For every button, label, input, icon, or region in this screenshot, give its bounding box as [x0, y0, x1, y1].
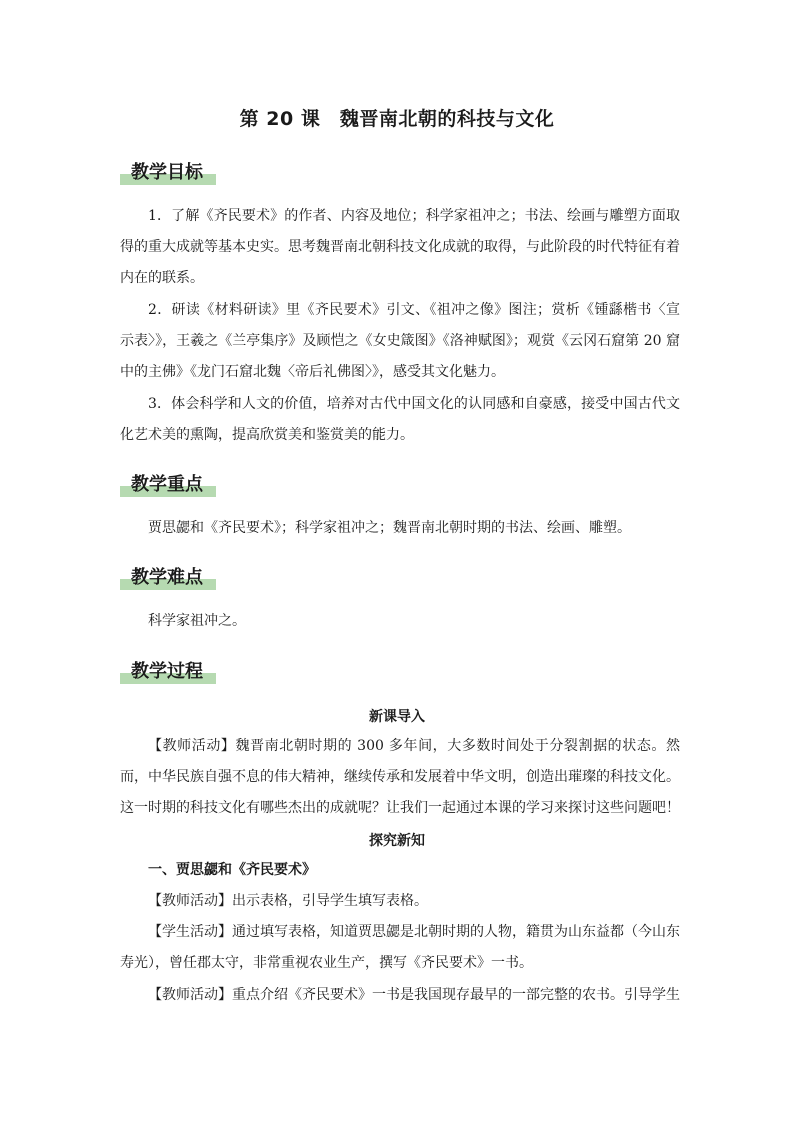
- part1-title: 一、贾思勰和《齐民要术》: [148, 862, 316, 878]
- section-heading-difficulties: [120, 563, 203, 593]
- explore-subtitle: 探究新知: [369, 833, 425, 849]
- key-points-text: 贾思勰和《齐民要术》；科学家祖冲之；魏晋南北朝时期的书法、绘画、雕塑。: [148, 520, 631, 536]
- intro-paragraph: 【教师活动】魏晋南北朝时期的 300 多年间，大多数时间处于分裂割据的状态。然而，中华民族自强不息的伟大精神，继续传承和发展着中华文明，创造出璀璨的科技文化。这一时期的科技文化有哪些杰出的成就呢？让我们一起通过本课的学习来探讨这些问题吧！: [120, 738, 680, 816]
- difficulties-text: 科学家祖冲之。: [148, 613, 246, 629]
- section-heading-objectives: [120, 158, 203, 188]
- heading-text: 教学目标: [131, 162, 203, 183]
- process-paragraph-3: 【教师活动】重点介绍《齐民要术》一书是我国现存最早的一部完整的农书。引导学生: [148, 987, 680, 1003]
- heading-text: 教学难点: [131, 567, 203, 588]
- objective-item-2: 2．研读《材料研读》里《齐民要术》引文、《祖冲之像》图注；赏析《锺繇楷书〈宣示表〉》，王羲之《兰亭集序》及顾恺之《女史箴图》《洛神赋图》；观赏《云冈石窟第 20 窟中的主佛》《龙门石窟北魏〈帝后礼佛图〉》，感受其文化魅力。: [120, 302, 680, 380]
- process-paragraph-1: 【教师活动】出示表格，引导学生填写表格。: [148, 893, 428, 909]
- page-title: 第 20 课 魏晋南北朝的科技与文化: [239, 108, 555, 130]
- section-heading-key-points: [120, 470, 203, 500]
- process-paragraph-2: 【学生活动】通过填写表格，知道贾思勰是北朝时期的人物，籍贯为山东益都（今山东寿光），曾任郡太守，非常重视农业生产，撰写《齐民要术》一书。: [120, 924, 680, 971]
- objective-item-3: 3．体会科学和人文的价值，培养对古代中国文化的认同感和自豪感，接受中国古代文化艺术美的熏陶，提高欣赏美和鉴赏美的能力。: [120, 396, 680, 443]
- heading-text: 教学重点: [131, 474, 203, 495]
- section-heading-process: [120, 657, 203, 687]
- objective-item-1: 1．了解《齐民要术》的作者、内容及地位；科学家祖冲之；书法、绘画与雕塑方面取得的重大成就等基本史实。思考魏晋南北朝科技文化成就的取得，与此阶段的时代特征有着内在的联系。: [120, 208, 680, 286]
- intro-subtitle: 新课导入: [369, 709, 425, 725]
- heading-text: 教学过程: [131, 661, 203, 682]
